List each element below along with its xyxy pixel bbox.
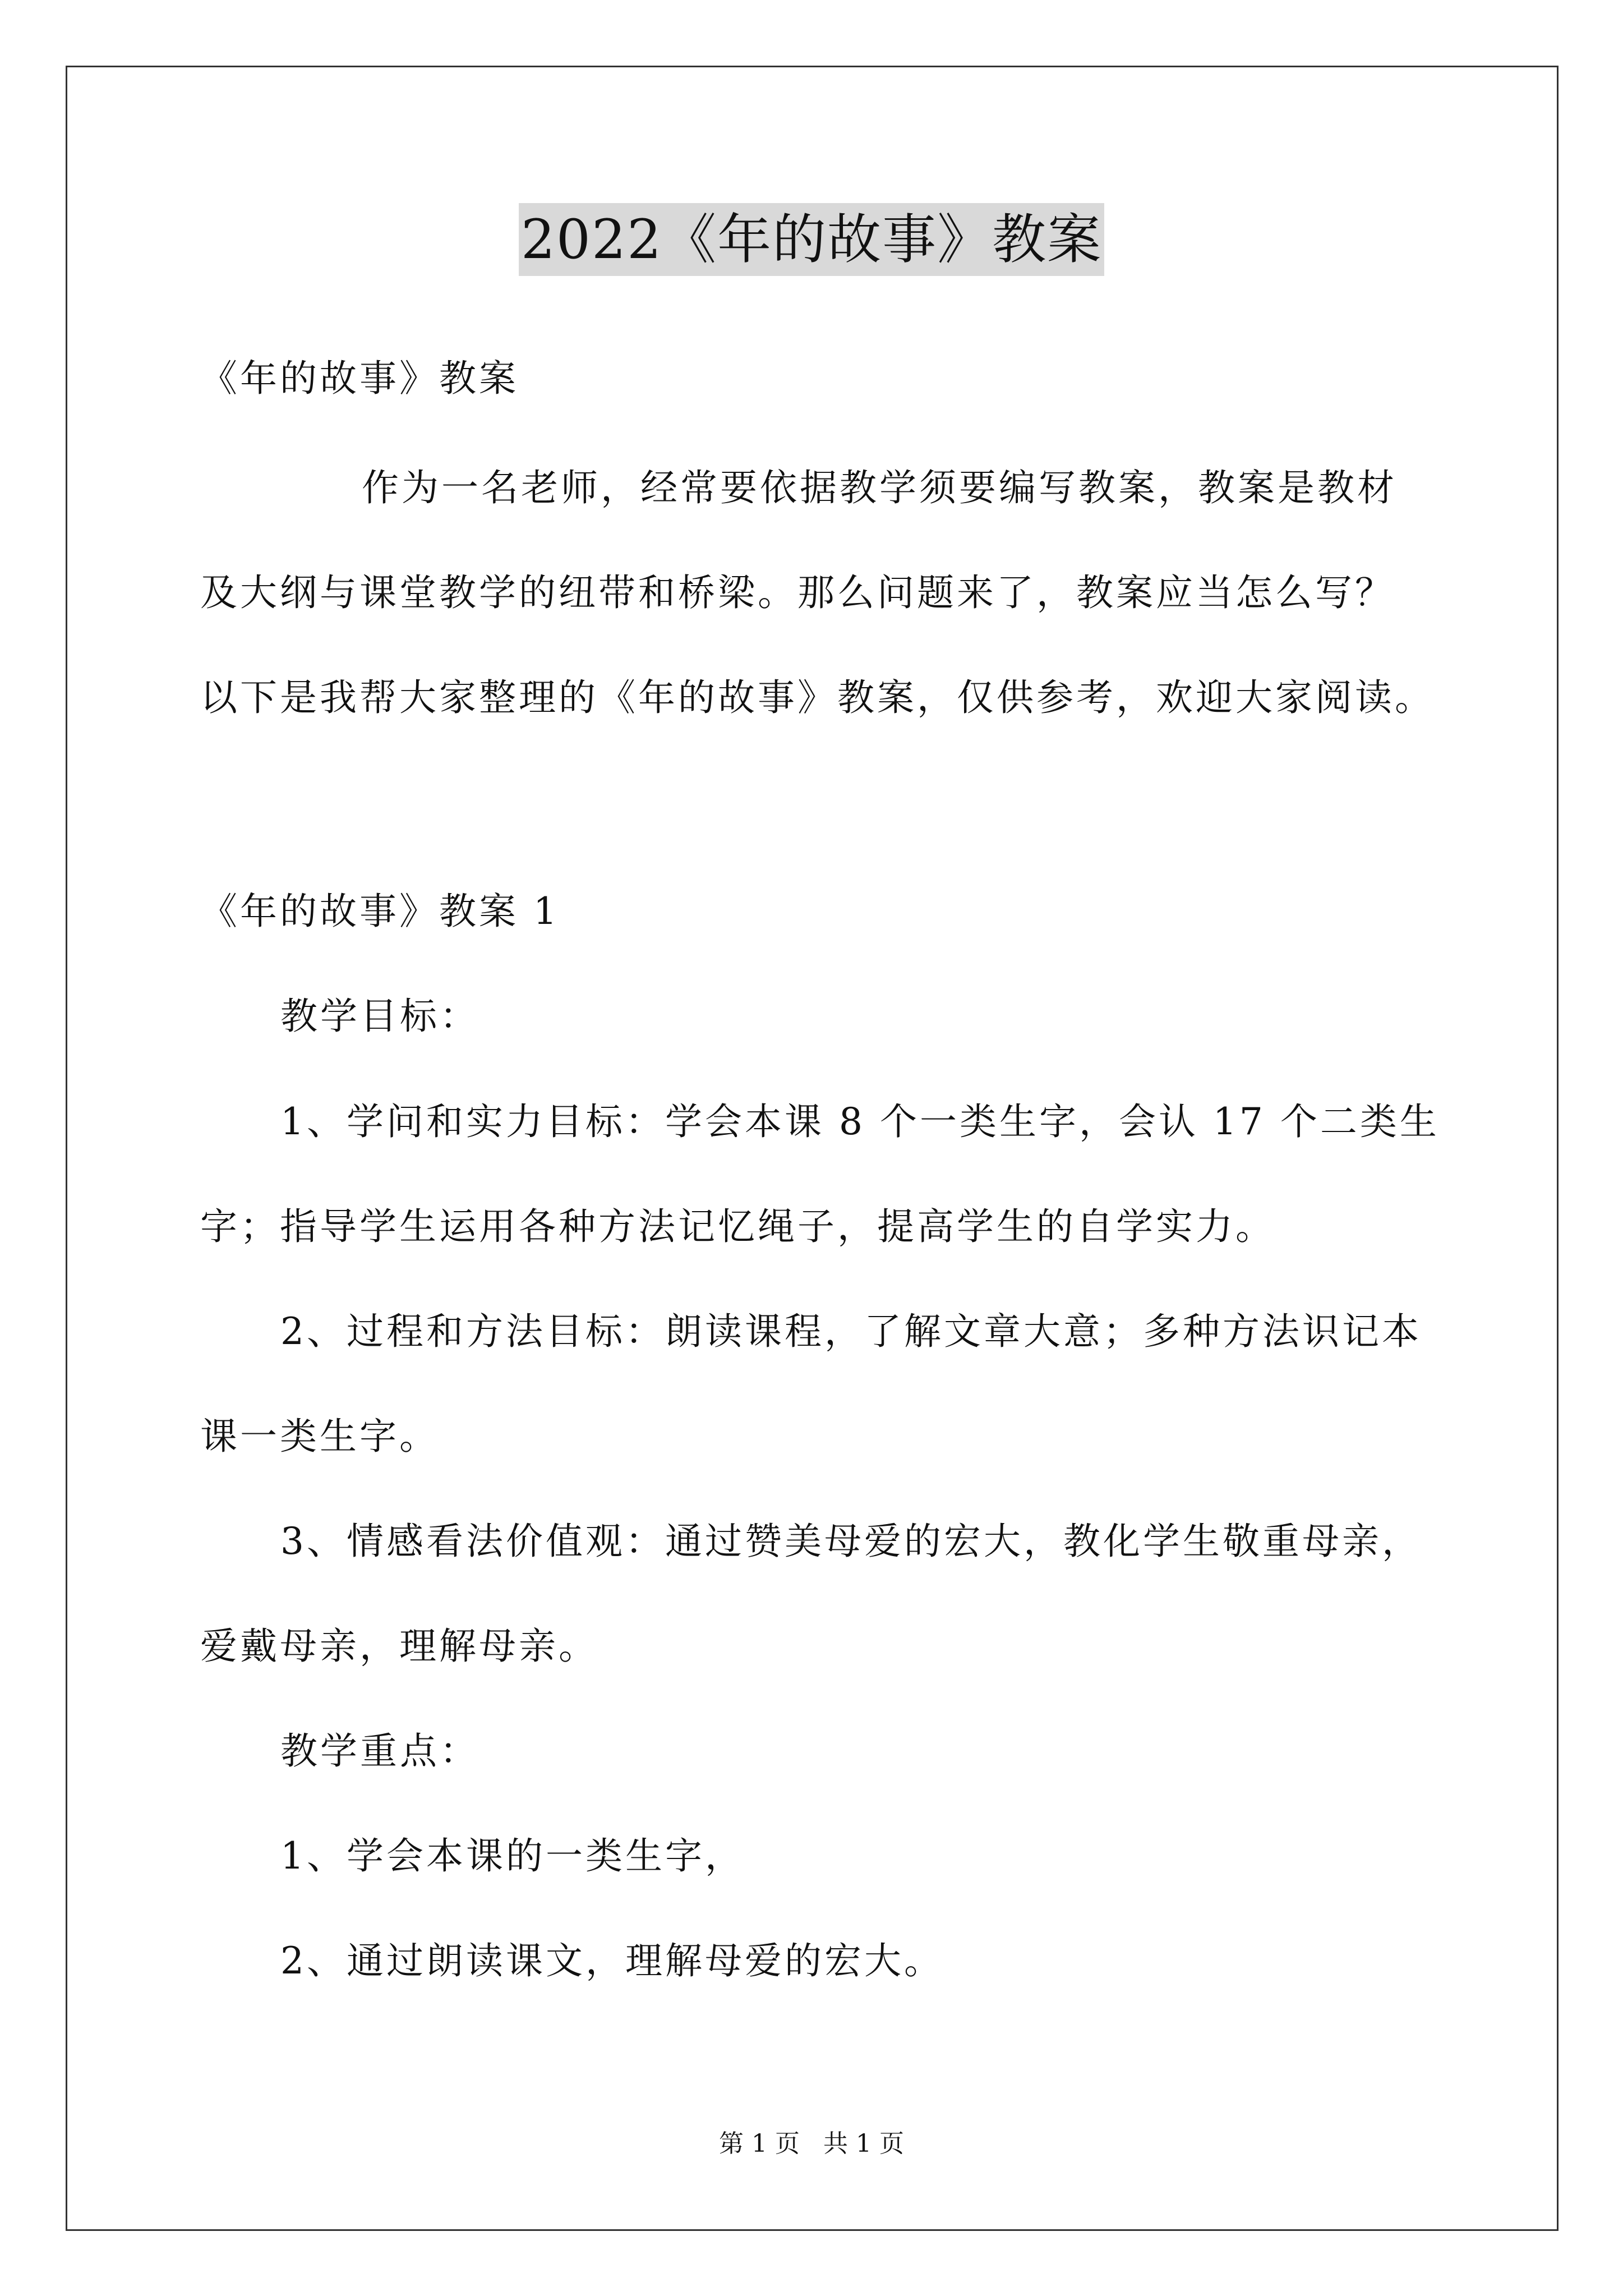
paragraph-line: 1、学问和实力目标：学会本课 8 个一类生字，会认 17 个二类生 bbox=[280, 1100, 1440, 1143]
document-title: 2022《年的故事》教案 bbox=[519, 203, 1104, 276]
title-container bbox=[0, 203, 1623, 276]
paragraph-line: 教学目标： bbox=[280, 995, 479, 1038]
paragraph-line: 2、通过朗读课文，理解母爱的宏大。 bbox=[280, 1939, 944, 1982]
paragraph-line: 及大纲与课堂教学的纽带和桥梁。那么问题来了，教案应当怎么写？ bbox=[200, 571, 1395, 614]
paragraph-line: 课一类生字。 bbox=[200, 1415, 439, 1458]
paragraph-line: 作为一名老师，经常要依据教学须要编写教案，教案是教材 bbox=[362, 466, 1397, 509]
paragraph-line: 1、学会本课的一类生字， bbox=[280, 1834, 745, 1878]
page-footer: 第 1 页 共 1 页 bbox=[719, 2129, 904, 2158]
section-heading: 《年的故事》教案 1 bbox=[200, 890, 560, 933]
paragraph-line: 2、过程和方法目标：朗读课程，了解文章大意；多种方法识记本 bbox=[280, 1310, 1422, 1353]
paragraph-line: 教学重点： bbox=[280, 1729, 479, 1773]
section-heading: 《年的故事》教案 bbox=[200, 357, 519, 400]
paragraph-line: 以下是我帮大家整理的《年的故事》教案，仅供参考，欢迎大家阅读。 bbox=[200, 676, 1435, 719]
paragraph-line: 爱戴母亲，理解母亲。 bbox=[200, 1625, 598, 1668]
paragraph-line: 3、情感看法价值观：通过赞美母爱的宏大，教化学生敬重母亲， bbox=[280, 1520, 1422, 1563]
paragraph-line: 字；指导学生运用各种方法记忆绳子，提高学生的自学实力。 bbox=[200, 1205, 1275, 1248]
